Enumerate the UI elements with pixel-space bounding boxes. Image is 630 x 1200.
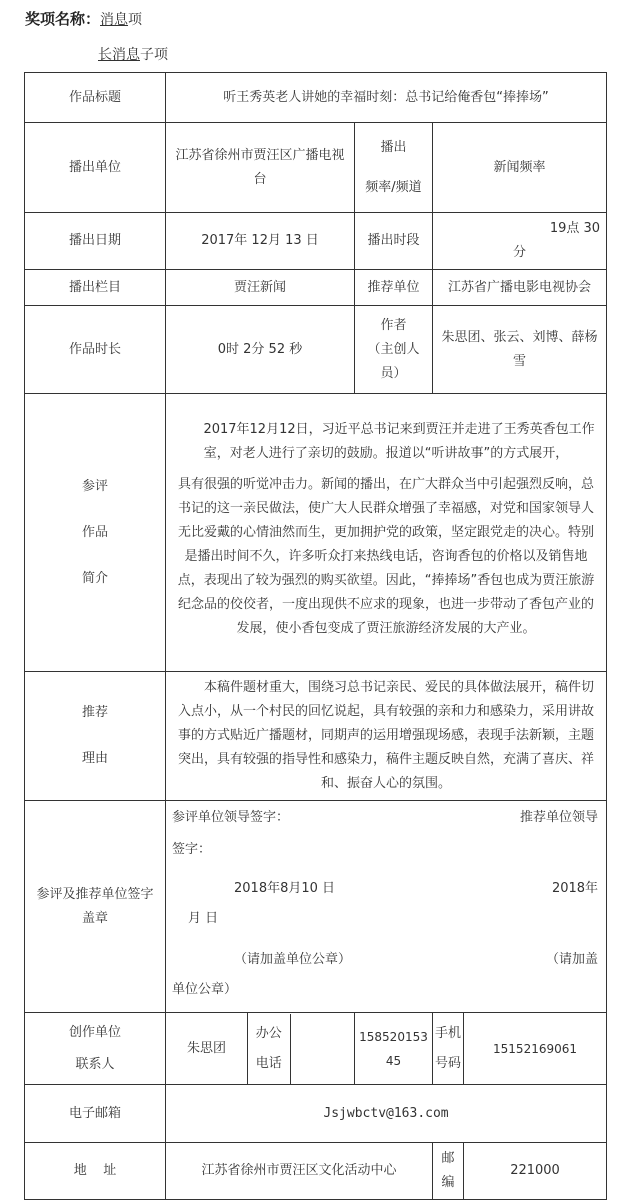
zip-value: 221000 bbox=[464, 1143, 607, 1200]
award-label: 奖项名称： bbox=[25, 10, 101, 28]
duration-value: 0时 2分 52 秒 bbox=[166, 306, 355, 394]
reason-label-line-1: 推荐 bbox=[81, 705, 108, 720]
zip-label: 邮编 bbox=[433, 1143, 464, 1200]
intro-label-line-3: 简介 bbox=[81, 570, 108, 586]
contact-label-line-2: 联系人 bbox=[75, 1056, 115, 1072]
intro-label-line-2: 作品 bbox=[81, 524, 108, 540]
signature-label-line-2: 盖章 bbox=[81, 910, 108, 926]
slot-value-line-1: 19点 30 bbox=[549, 221, 601, 236]
slot-label: 播出时段 bbox=[355, 213, 433, 270]
entry-form-table bbox=[24, 72, 607, 1200]
reason-paragraph: 本稿件题材重大，围绕习总书记亲民、爱民的具体做法展开，稿件切入点小，从一个村民的回忆说起，具有较强的亲和力和感染力，采用讲故事的方式贴近广播题材，同期声的运用增强现场感，表现手法新颖，主题突出，具有较强的指导性和感染力，稿件主题反映自然，充满了喜庆、祥和、振奋人心的氛围。 bbox=[178, 680, 595, 791]
freq-label-line-2: 频率/频道 bbox=[365, 179, 422, 195]
office-phone-value-cell bbox=[290, 1014, 354, 1084]
award-name-line bbox=[25, 8, 142, 29]
office-label-line-1: 办公 bbox=[255, 1025, 282, 1041]
mobile-label bbox=[433, 1013, 464, 1085]
intro-paragraph-2: 具有很强的听觉冲击力。新闻的播出，在广大群众当中引起强烈反响，总书记的这一亲民做法，使广大人民群众增强了幸福感，对党和国家领导人无比爱戴的心情油然而生，更加拥护党的政策，坚定跟党走的决心。特别是播出时间不久，许多听众打来热线电话，咨询香包的价格以及销售地点，表现出了较为强烈的购买欲望。因此，“捧捧场”香包也成为贾汪旅游纪念品的佼佼者，一度出现供不应求的现象，也进一步带动了香包产业的发展，使小香包变成了贾汪旅游经济发展的大产业。 bbox=[177, 476, 595, 636]
column-label: 播出栏目 bbox=[25, 270, 166, 306]
date-value: 2017年 12月 13 日 bbox=[166, 213, 355, 270]
signature-label-line-1: 参评及推荐单位签字 bbox=[36, 886, 154, 902]
email-label: 电子邮箱 bbox=[25, 1085, 166, 1143]
recommender-value: 江苏省广播电影电视协会 bbox=[433, 270, 607, 306]
freq-label bbox=[355, 123, 433, 213]
eval-seal-note: （请加盖单位公章） bbox=[234, 952, 352, 967]
intro-label bbox=[25, 394, 166, 672]
rec-seal-note-2: 单位公章） bbox=[172, 982, 238, 997]
author-label-line-2: （主创人 bbox=[367, 341, 420, 357]
rec-month-day: 月 日 bbox=[188, 911, 219, 926]
sign-word: 签字： bbox=[172, 842, 212, 857]
eval-leader-sign: 参评单位领导签字： bbox=[172, 810, 290, 825]
reason-label bbox=[25, 672, 166, 801]
reason-text bbox=[166, 672, 607, 801]
rec-year: 2018年 bbox=[551, 881, 599, 896]
sub-item-link[interactable]: 长消息 bbox=[98, 47, 140, 63]
rec-seal-note-1: （请加盖 bbox=[546, 952, 599, 967]
author-value: 朱思团、张云、刘博、薛杨雪 bbox=[433, 306, 607, 394]
contact-label-line-1: 创作单位 bbox=[68, 1024, 121, 1040]
row-address bbox=[25, 1143, 607, 1200]
mobile-label-line-1: 手机 bbox=[435, 1025, 462, 1041]
eval-date: 2018年8月10 日 bbox=[234, 881, 336, 896]
author-label-line-3: 员） bbox=[380, 365, 407, 381]
row-date bbox=[25, 213, 607, 270]
sub-item-suffix: 子项 bbox=[140, 47, 168, 63]
row-signature bbox=[25, 801, 607, 1013]
award-category-link[interactable]: 消息 bbox=[100, 12, 129, 28]
author-label-line-1: 作者 bbox=[380, 317, 407, 333]
contact-office-split bbox=[248, 1013, 355, 1085]
mobile-value: 15152169061 bbox=[464, 1013, 607, 1085]
signature-box bbox=[166, 801, 606, 1006]
reason-label-line-2: 理由 bbox=[81, 751, 108, 766]
intro-text bbox=[166, 394, 607, 672]
row-title bbox=[25, 73, 607, 123]
intro-paragraph-1: 2017年12月12日，习近平总书记来到贾汪并走进了王秀英香包工作室，对老人进行了亲切的鼓励。报道以“听讲故事”的方式展开， bbox=[203, 421, 595, 461]
title-value: 听王秀英老人讲她的幸福时刻：总书记给俺香包“捧捧场” bbox=[166, 73, 607, 123]
row-intro bbox=[25, 394, 607, 672]
office-subtable bbox=[248, 1014, 354, 1084]
author-label bbox=[355, 306, 433, 394]
row-broadcaster bbox=[25, 123, 607, 213]
mobile-label-line-2: 号码 bbox=[435, 1055, 462, 1071]
duration-label: 作品时长 bbox=[25, 306, 166, 394]
slot-value-line-2: 分 bbox=[513, 245, 527, 260]
date-label: 播出日期 bbox=[25, 213, 166, 270]
recommender-label: 推荐单位 bbox=[355, 270, 433, 306]
row-column bbox=[25, 270, 607, 306]
office-phone-label bbox=[248, 1014, 290, 1084]
award-suffix: 项 bbox=[128, 12, 143, 28]
office-phone-value: 15852015345 bbox=[355, 1013, 433, 1085]
row-email bbox=[25, 1085, 607, 1143]
row-contact bbox=[25, 1013, 607, 1085]
column-value: 贾汪新闻 bbox=[166, 270, 355, 306]
row-duration bbox=[25, 306, 607, 394]
broadcaster-label: 播出单位 bbox=[25, 123, 166, 213]
contact-label bbox=[25, 1013, 166, 1085]
contact-name: 朱思团 bbox=[166, 1013, 248, 1085]
rec-leader-sign: 推荐单位领导 bbox=[520, 810, 599, 825]
slot-value bbox=[433, 213, 607, 270]
signature-label bbox=[25, 801, 166, 1013]
intro-label-line-1: 参评 bbox=[81, 478, 108, 494]
title-label: 作品标题 bbox=[25, 73, 166, 123]
sub-item-line bbox=[98, 44, 168, 64]
address-value: 江苏省徐州市贾汪区文化活动中心 bbox=[166, 1143, 433, 1200]
address-label: 地 址 bbox=[25, 1143, 166, 1200]
email-value: Jsjwbctv@163.com bbox=[166, 1085, 607, 1143]
freq-value: 新闻频率 bbox=[433, 123, 607, 213]
office-label-line-2: 电话 bbox=[255, 1055, 282, 1071]
signature-area bbox=[166, 801, 607, 1013]
row-reason bbox=[25, 672, 607, 801]
freq-label-line-1: 播出 bbox=[380, 139, 407, 155]
broadcaster-value: 江苏省徐州市贾汪区广播电视台 bbox=[166, 123, 355, 213]
